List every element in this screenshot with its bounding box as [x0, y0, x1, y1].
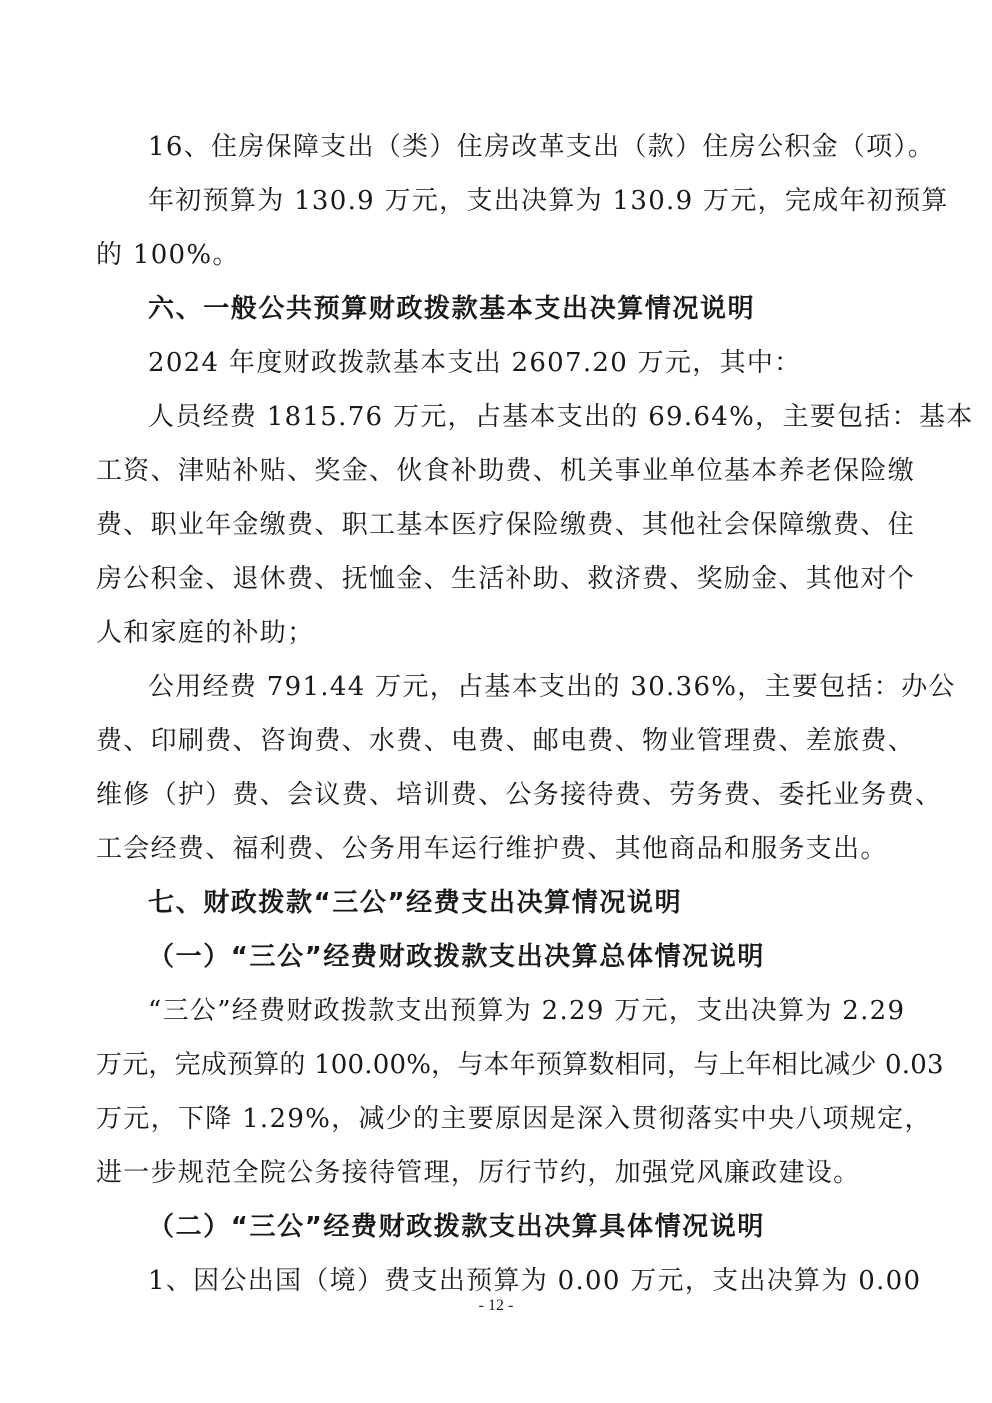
paragraph-line: 的 100%。 [96, 240, 240, 270]
paragraph-line: 16、住房保障支出（类）住房改革支出（款）住房公积金（项）。 [148, 132, 936, 162]
paragraph-line: 费、印刷费、咨询费、水费、电费、邮电费、物业管理费、差旅费、 [96, 726, 916, 756]
paragraph-line: 公用经费 791.44 万元，占基本支出的 30.36%，主要包括：办公 [148, 672, 956, 702]
section-heading: 六、一般公共预算财政拨款基本支出决算情况说明 [148, 294, 756, 324]
paragraph-line: 维修（护）费、会议费、培训费、公务接待费、劳务费、委托业务费、 [96, 780, 943, 810]
paragraph-line: 1、因公出国（境）费支出预算为 0.00 万元，支出决算为 0.00 [148, 1266, 922, 1296]
section-heading: 七、财政拨款“三公”经费支出决算情况说明 [148, 888, 683, 918]
paragraph-line: “三公”经费财政拨款支出预算为 2.29 万元，支出决算为 2.29 [148, 996, 906, 1026]
paragraph-line: 年初预算为 130.9 万元，支出决算为 130.9 万元，完成年初预算 [148, 186, 949, 216]
subsection-heading: （一）“三公”经费财政拨款支出决算总体情况说明 [148, 942, 765, 972]
paragraph-line: 房公积金、退休费、抚恤金、生活补助、救济费、奖励金、其他对个 [96, 564, 916, 594]
paragraph-line: 人和家庭的补助； [96, 618, 315, 648]
subsection-heading: （二）“三公”经费财政拨款支出决算具体情况说明 [148, 1212, 765, 1242]
paragraph-line: 人员经费 1815.76 万元，占基本支出的 69.64%，主要包括：基本 [148, 402, 974, 432]
paragraph-line: 2024 年度财政拨款基本支出 2607.20 万元，其中： [148, 348, 802, 378]
paragraph-line: 进一步规范全院公务接待管理，厉行节约，加强党风廉政建设。 [96, 1158, 861, 1188]
paragraph-line: 万元，完成预算的 100.00%，与本年预算数相同，与上年相比减少 0.03 [96, 1050, 944, 1080]
paragraph-line: 工会经费、福利费、公务用车运行维护费、其他商品和服务支出。 [96, 834, 888, 864]
page-number: - 12 - [478, 1297, 514, 1314]
paragraph-line: 费、职业年金缴费、职工基本医疗保险缴费、其他社会保障缴费、住 [96, 510, 916, 540]
paragraph-line: 万元，下降 1.29%，减少的主要原因是深入贯彻落实中央八项规定， [96, 1104, 932, 1134]
paragraph-line: 工资、津贴补贴、奖金、伙食补助费、机关事业单位基本养老保险缴 [96, 456, 916, 486]
